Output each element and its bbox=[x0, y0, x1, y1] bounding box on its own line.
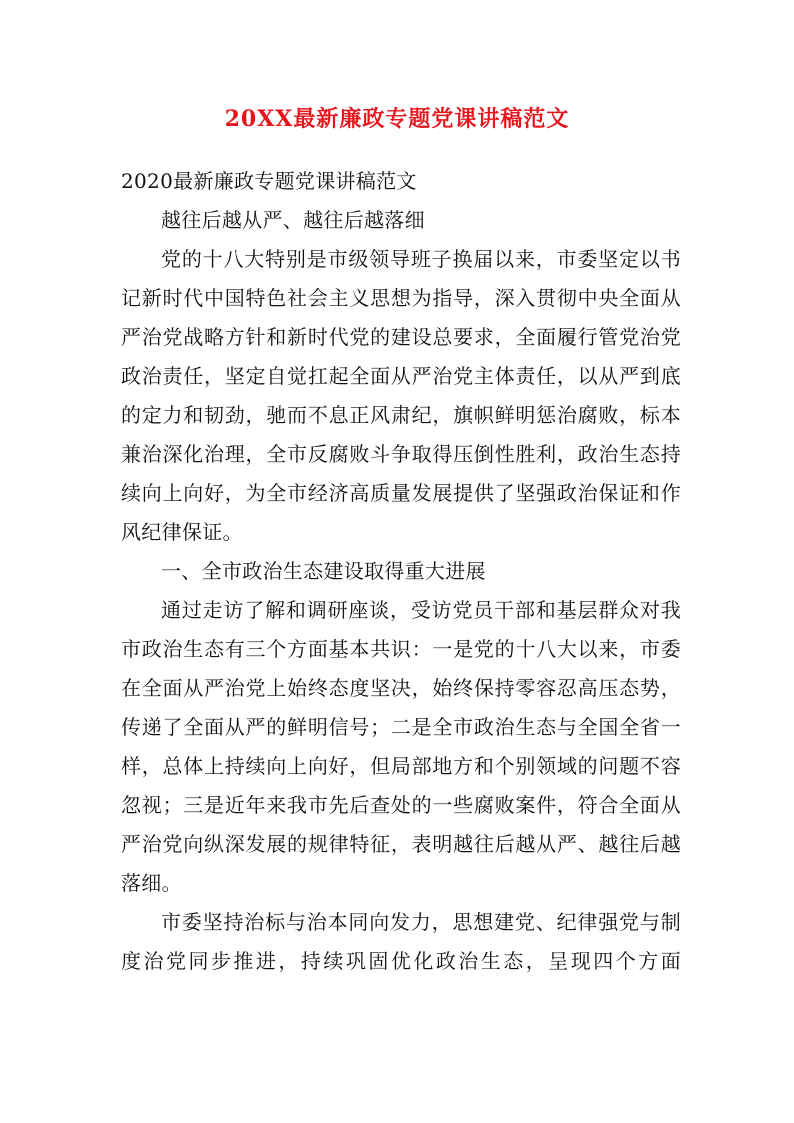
document-title: 20XX最新廉政专题党课讲稿范文 bbox=[224, 106, 570, 132]
body-paragraph: 党的十八大特别是市级领导班子换届以来，市委坚定以书记新时代中国特色社会主义思想为指导，深入贯彻中央全面从严治党战略方针和新时代党的建设总要求，全面履行管党治党政治责任，坚定自觉扛起全面从严治党主体责任，以从严到底的定力和韧劲，驰而不息正风肃纪，旗帜鲜明惩治腐败，标本兼治深化治理，全市反腐败斗争取得压倒性胜利，政治生态持续向上向好，为全市经济高质量发展提供了坚强政治保证和作风纪律保证。 bbox=[121, 247, 681, 544]
section-heading: 一、全市政治生态建设取得重大进展 bbox=[161, 559, 486, 583]
document-body bbox=[121, 162, 681, 981]
section-heading: 越往后越从严、越往后越落细 bbox=[161, 208, 425, 232]
body-paragraph: 通过走访了解和调研座谈，受访党员干部和基层群众对我市政治生态有三个方面基本共识：一是党的十八大以来，市委在全面从严治党上始终态度坚决，始终保持零容忍高压态势，传递了全面从严的鲜明信号；二是全市政治生态与全国全省一样，总体上持续向上向好，但局部地方和个别领域的问题不容忽视；三是近年来我市先后查处的一些腐败案件，符合全面从严治党向纵深发展的规律特征，表明越往后越从严、越往后越落细。 bbox=[121, 598, 681, 895]
body-paragraph: 市委坚持治标与治本同向发力，思想建党、纪律强党与制度治党同步推进，持续巩固优化政治生态，呈现四个方面 bbox=[121, 910, 681, 973]
subtitle-line: 2020最新廉政专题党课讲稿范文 bbox=[121, 169, 417, 193]
